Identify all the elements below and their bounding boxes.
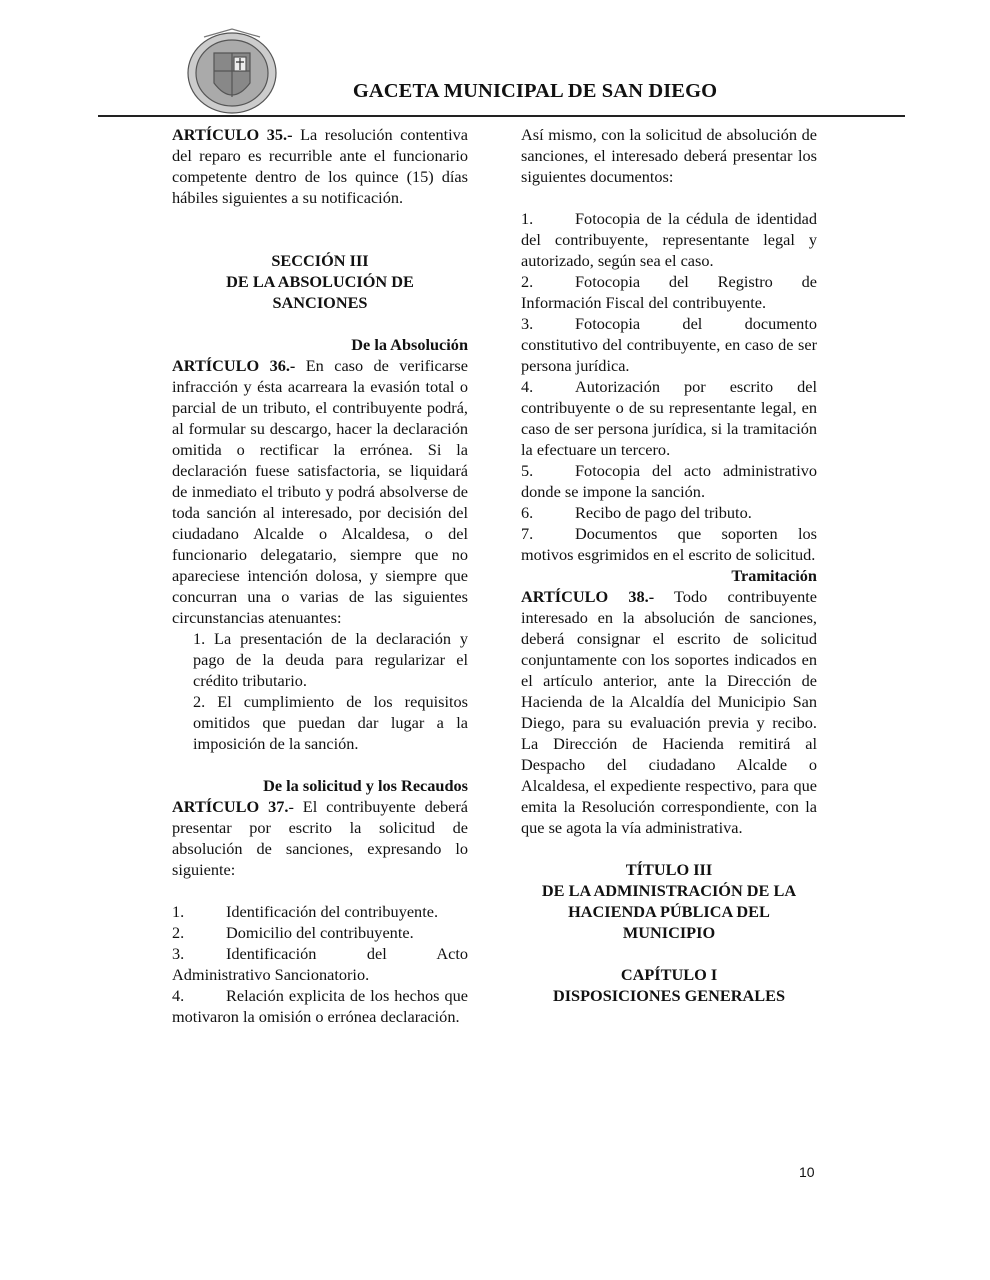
list-item: 1. Fotocopia de la cédula de identidad del contribuyente, representante legal y autorizado, según sea el caso. (521, 209, 817, 270)
header-divider (98, 115, 905, 117)
title-heading: TÍTULO III DE LA ADMINISTRACIÓN DE LA HACIENDA PÚBLICA DEL MUNICIPIO (541, 860, 797, 942)
list-item: 7. Documentos que soporten los motivos esgrimidos en el escrito de solicitud. (521, 524, 817, 564)
article-36-list (172, 628, 468, 754)
list-item: 3. Fotocopia del documento constitutivo del contribuyente, en caso de ser persona jurídica. (521, 314, 817, 375)
article-37-heading: De la solicitud y los Recaudos (263, 776, 468, 795)
left-column (172, 124, 468, 1027)
gazette-title: GACETA MUNICIPAL DE SAN DIEGO (352, 80, 718, 102)
article-36: ARTÍCULO 36.- En caso de verificarse infracción y ésta acarreara la evasión total o parcial de un tributo, el contribuyente podrá, al formular su descargo, hacer la declaración omitida o rectificar la errónea. Si la declaración fuese satisfactoria, se liquidará de inmediato el tributo y podrá absolverse de toda sanción al interesado, por decisión del ciudadano Alcalde o Alcaldesa, o del funcionario delegatario, siempre que no apareciese intención dolosa, y siempre que concurran una o varias de las siguientes circunstancias atenuantes: (172, 356, 468, 627)
list-item: 6. Recibo de pago del tributo. (521, 503, 752, 522)
list-item: 2. Fotocopia del Registro de Información Fiscal del contribuyente. (521, 272, 817, 312)
list-item: 4. Autorización por escrito del contribuyente o de su representante legal, en caso de ser persona jurídica, si la tramitación la efectuare un tercero. (521, 377, 817, 459)
right-column (521, 124, 817, 1006)
list-item: 2. El cumplimiento de los requisitos omitidos que puedan dar lugar a la imposición de la sanción. (193, 692, 468, 753)
chapter-heading: CAPÍTULO I DISPOSICIONES GENERALES (552, 965, 786, 1005)
article-38-heading: Tramitación (731, 566, 817, 585)
documents-intro: Así mismo, con la solicitud de absolución de sanciones, el interesado deberá presentar los siguientes documentos: (521, 125, 817, 186)
article-36-heading: De la Absolución (351, 335, 468, 354)
article-37: ARTÍCULO 37.- El contribuyente deberá presentar por escrito la solicitud de absolución de sanciones, expresando lo siguiente: (172, 797, 468, 879)
page-number: 10 (799, 1164, 815, 1180)
list-item: 1. La presentación de la declaración y pago de la deuda para regularizar el crédito tributario. (193, 629, 468, 690)
article-35: ARTÍCULO 35.- La resolución contentiva del reparo es recurrible ante el funcionario competente dentro de los quince (15) días hábiles siguientes a su notificación. (172, 125, 468, 207)
list-item: 4. Relación explicita de los hechos que motivaron la omisión o errónea declaración. (172, 986, 468, 1026)
article-38: ARTÍCULO 38.- Todo contribuyente interesado en la absolución de sanciones, deberá consignar el escrito de solicitud conjuntamente con los soportes indicados en el artículo anterior, ante la Dirección de Hacienda de la Alcaldía del Municipio San Diego, para su evaluación previa y recibo. La Dirección de Hacienda remitirá al Despacho del ciudadano Alcalde o Alcaldesa, el expediente respectivo, para que emita la Resolución correspondiente, con la que se agota la vía administrativa. (521, 587, 817, 837)
municipal-coat-of-arms-logo (184, 27, 280, 115)
list-item: 5. Fotocopia del acto administrativo donde se impone la sanción. (521, 461, 817, 501)
list-item: 2. Domicilio del contribuyente. (172, 923, 414, 942)
list-item: 1. Identificación del contribuyente. (172, 902, 439, 921)
section-heading: SECCIÓN III DE LA ABSOLUCIÓN DE SANCIONES (226, 251, 414, 312)
list-item: 3. Identificación del Acto Administrativo Sancionatorio. (172, 944, 468, 984)
